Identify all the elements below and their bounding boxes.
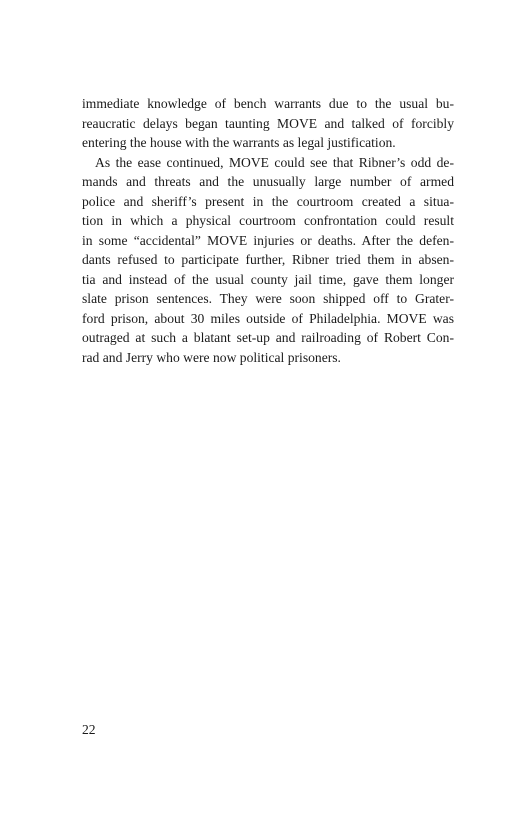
text-line: tion in which a physical courtroom confrontation could result <box>82 213 454 228</box>
text-line: reaucratic delays began taunting MOVE and talked of forcibly <box>82 115 454 131</box>
text-line: dants refused to participate further, Ribner tried them in absen- <box>82 252 454 267</box>
text-line: ford prison, about 30 miles outside of Philadelphia. MOVE was <box>82 310 454 326</box>
text-line: slate prison sentences. They were soon shipped off to Grater- <box>82 291 454 306</box>
body-text <box>82 94 454 367</box>
text-line: immediate knowledge of bench warrants due to the usual bu- <box>82 96 454 111</box>
text-line: rad and Jerry who were now political prisoners. <box>82 349 341 365</box>
paragraph-start-line: As the ease continued, MOVE could see that Ribner’s odd de- <box>95 154 454 170</box>
page-number: 22 <box>82 722 96 737</box>
text-line: mands and threats and the unusually large number of armed <box>82 174 454 189</box>
text-line: outraged at such a blatant set-up and railroading of Robert Con- <box>82 330 454 345</box>
text-line: tia and instead of the usual county jail time, gave them longer <box>82 271 454 287</box>
text-line: police and sheriff’s present in the courtroom created a situa- <box>82 193 454 209</box>
text-line: entering the house with the warrants as legal justification. <box>82 135 396 150</box>
text-line: in some “accidental” MOVE injuries or deaths. After the defen- <box>82 232 454 248</box>
